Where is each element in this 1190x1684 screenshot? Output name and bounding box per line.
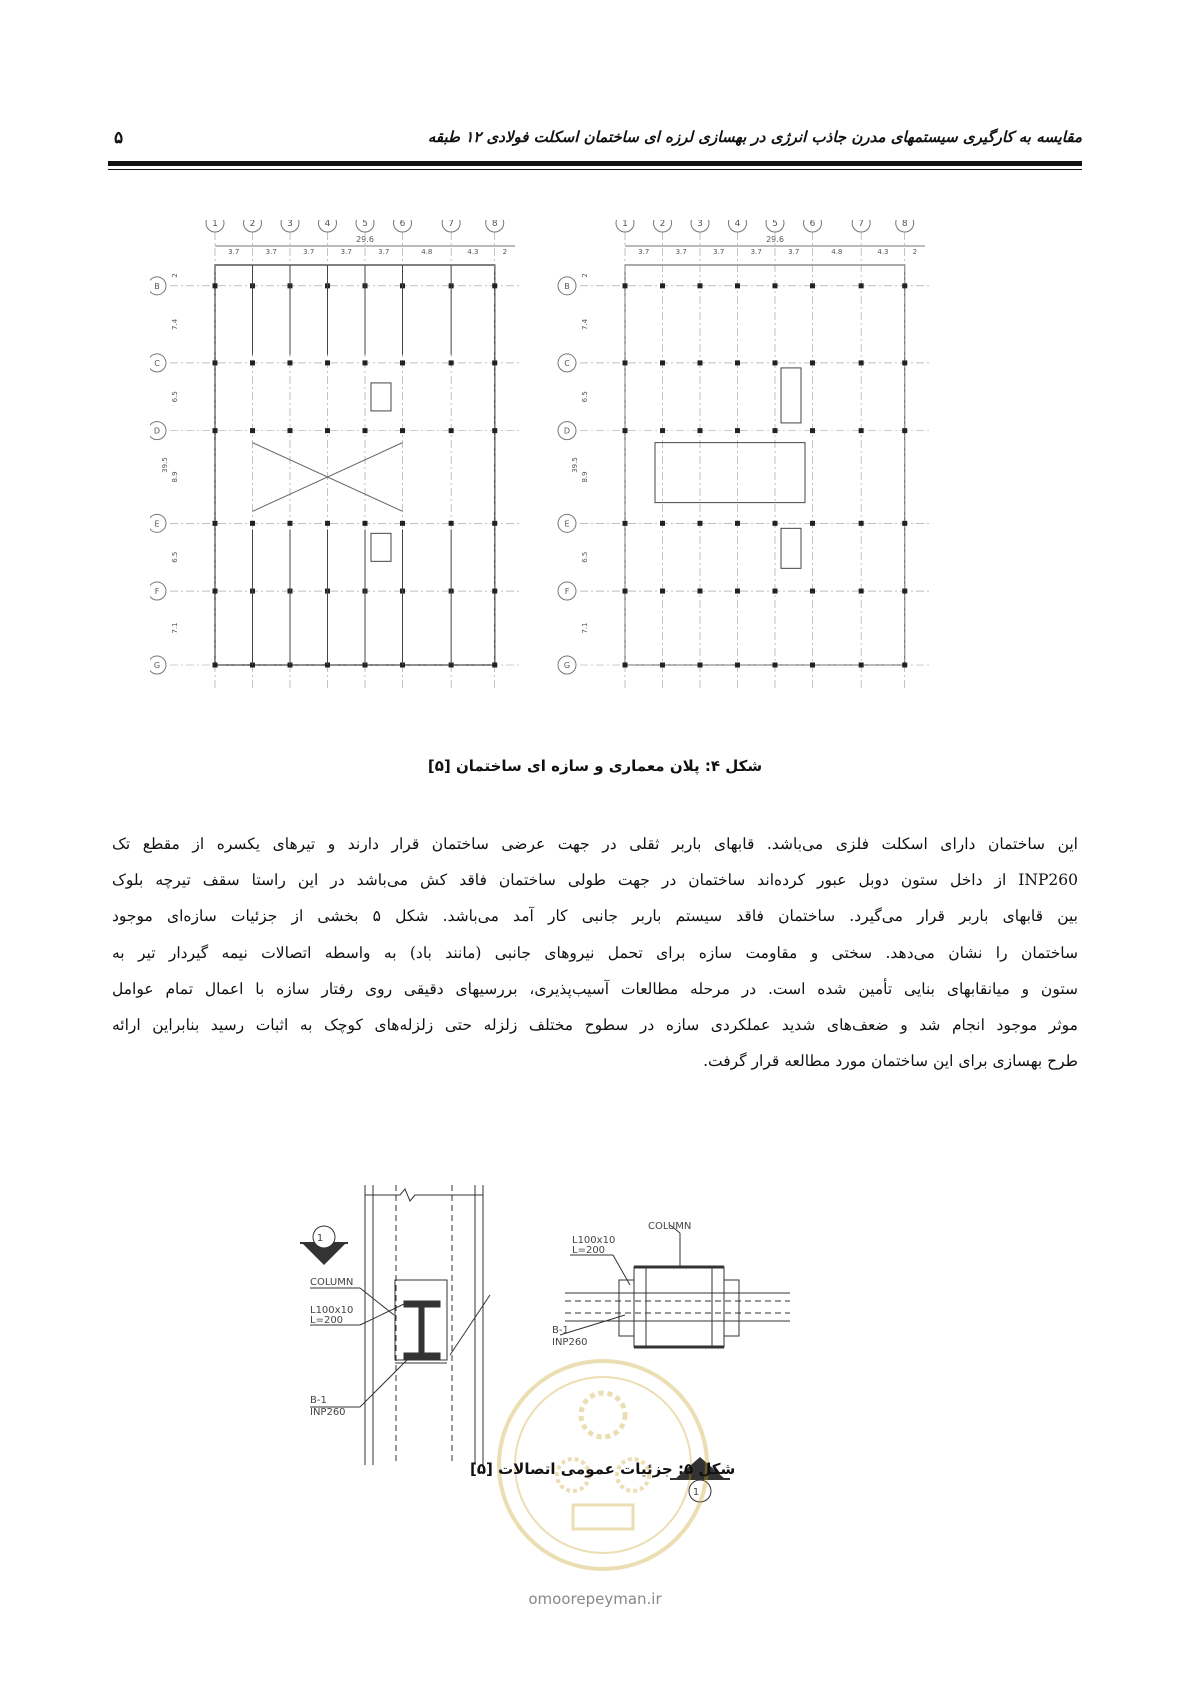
column-marker [735, 360, 740, 365]
column-marker [492, 428, 497, 433]
column-marker [698, 589, 703, 594]
column-marker [902, 283, 907, 288]
column-marker [902, 589, 907, 594]
body-line: ساختمان را نشان می‌دهد. سختی و مقاومت سازه برای تحمل نیروهای جانبی (مانند باد) به واسطه اتصالات نیمه گیردار تیر به [112, 943, 1078, 962]
figure-4-caption: شکل ۴: پلان معماری و سازه ای ساختمان [۵] [427, 757, 763, 775]
total-length-label: 39.5 [161, 457, 169, 473]
stair [371, 533, 391, 561]
column-marker [213, 428, 218, 433]
row-spacing-label: 6.5 [581, 391, 589, 403]
body-line: ستون و میانقابهای بنایی تأمین شده است. در مرحله مطالعات آسیب‌پذیری، بررسیهای دقیقی روی رفتار سازه با اعمال تمام عوامل [112, 979, 1078, 998]
body-line: موثر موجود انجام شد و ضعف‌های شدید عملکردی سازه در سطوح مختلف زلزله حتی زلزله‌های کوچک به اثبات رسید بنابراین ارائه [112, 1015, 1078, 1034]
row-spacing-label: 8.9 [171, 471, 179, 483]
column-marker [735, 589, 740, 594]
column-marker [363, 428, 368, 433]
grid-label-column: 7 [858, 220, 865, 229]
row-spacing-label: 8.9 [581, 471, 589, 483]
column-marker [810, 521, 815, 526]
watermark-url: omoorepeyman.ir [528, 1590, 662, 1608]
row-spacing-label: 6.5 [171, 551, 179, 563]
row-spacing-label: 7.4 [581, 318, 589, 330]
column-marker [810, 589, 815, 594]
column-marker [363, 360, 368, 365]
braced-bay [781, 528, 801, 568]
column-marker [735, 521, 740, 526]
grid-label-column: 3 [287, 220, 293, 229]
column-marker [623, 360, 628, 365]
column-marker [213, 589, 218, 594]
column-marker [623, 663, 628, 668]
column-spacing-label: 2 [912, 248, 918, 256]
body-paragraph [112, 826, 1078, 1079]
column-marker [859, 521, 864, 526]
column-spacing-label: 3.7 [378, 248, 390, 256]
column-marker [492, 589, 497, 594]
column-marker [623, 521, 628, 526]
grid-label-column: 6 [399, 220, 406, 229]
column-marker [449, 360, 454, 365]
total-width-label: 29.6 [356, 235, 374, 244]
column-marker [810, 360, 815, 365]
column-marker [288, 521, 293, 526]
column-marker [213, 283, 218, 288]
column-marker [660, 589, 665, 594]
grid-label-column: 1 [212, 220, 218, 229]
figure-4-plans [150, 220, 1030, 740]
grid-label-row: B [564, 281, 570, 291]
column-marker [735, 283, 740, 288]
column-marker [773, 589, 778, 594]
plan-outline [215, 265, 495, 665]
grid-label-column: 8 [901, 220, 908, 229]
grid-label-row: B [154, 281, 160, 291]
column-marker [400, 360, 405, 365]
grid-label-column: 2 [659, 220, 666, 229]
page-header [108, 128, 1082, 164]
column-spacing-label: 3.7 [340, 248, 352, 256]
column-marker [902, 360, 907, 365]
column-marker [449, 521, 454, 526]
column-marker [859, 360, 864, 365]
row-spacing-label: 2 [171, 273, 179, 278]
column-spacing-label: 4.8 [831, 248, 843, 256]
column-marker [698, 521, 703, 526]
column-marker [810, 283, 815, 288]
beam-label: B-1 [310, 1395, 327, 1406]
grid-label-column: 5 [362, 220, 368, 229]
column-spacing-label: 2 [502, 248, 508, 256]
grid-label-row: D [153, 426, 161, 436]
column-marker [325, 428, 330, 433]
column-marker [213, 521, 218, 526]
grid-label-row: E [564, 519, 570, 529]
grid-label-column: 2 [249, 220, 256, 229]
column-marker [810, 428, 815, 433]
beam-section-label: INP260 [310, 1407, 346, 1418]
grid-label-column: 8 [491, 220, 498, 229]
column-marker [773, 428, 778, 433]
grid-label-row: C [154, 358, 160, 368]
column-marker [735, 663, 740, 668]
column-spacing-label: 3.7 [675, 248, 687, 256]
figure-5-caption: شکل ۵: جزئیات عمومی اتصالات [۵] [470, 1460, 736, 1478]
column-marker [623, 428, 628, 433]
row-spacing-label: 7.1 [171, 622, 179, 634]
column-marker [250, 428, 255, 433]
column-spacing-label: 3.7 [788, 248, 800, 256]
section-mark-label: 1 [316, 1233, 324, 1244]
column-marker [660, 663, 665, 668]
grid-label-column: 6 [809, 220, 816, 229]
column-marker [623, 589, 628, 594]
row-spacing-label: 6.5 [581, 551, 589, 563]
column-marker [698, 663, 703, 668]
column-marker [288, 360, 293, 365]
plan-outline [625, 265, 905, 665]
stair [371, 383, 391, 411]
beam-label-right: B-1 [552, 1325, 569, 1336]
braced-bay [781, 368, 801, 423]
column-marker [773, 521, 778, 526]
slab-opening [655, 443, 805, 503]
column-marker [698, 428, 703, 433]
grid-label-row: C [564, 358, 570, 368]
column-marker [400, 428, 405, 433]
column-marker [773, 360, 778, 365]
column-marker [773, 283, 778, 288]
column-spacing-label: 3.7 [265, 248, 277, 256]
column-marker [810, 663, 815, 668]
column-spacing-label: 3.7 [638, 248, 650, 256]
column-marker [859, 428, 864, 433]
column-marker [325, 521, 330, 526]
column-spacing-label: 3.7 [750, 248, 762, 256]
column-spacing-label: 3.7 [228, 248, 240, 256]
page-number: ۵ [114, 128, 124, 148]
column-marker [250, 360, 255, 365]
column-spacing-label: 4.3 [877, 248, 889, 256]
running-title: مقایسه به کارگیری سیستمهای مدرن جاذب انرژی در بهسازی لرزه ای ساختمان اسکلت فولادی ۱۲ طبقه [427, 128, 1082, 146]
column-marker [492, 663, 497, 668]
angle-label: L100x10 [310, 1305, 354, 1316]
column-spacing-label: 4.3 [467, 248, 479, 256]
angle-length-label-right: L=200 [572, 1245, 606, 1256]
column-marker [250, 521, 255, 526]
header-rule-thin [108, 169, 1082, 170]
row-spacing-label: 2 [581, 273, 589, 278]
grid-label-row: F [564, 587, 570, 597]
grid-label-row: E [154, 519, 160, 529]
grid-label-row: G [153, 661, 161, 670]
body-line: این ساختمان دارای اسکلت فلزی می‌باشد. قابهای باربر ثقلی در جهت عرضی ساختمان قرار دارند و تیرهای یکسره از مقطع تک [112, 835, 1078, 853]
column-marker [859, 589, 864, 594]
column-spacing-label: 3.7 [713, 248, 725, 256]
section-mark-label-right: 1 [692, 1487, 700, 1498]
plans-drawing [150, 220, 1030, 740]
header-rule-thick [108, 161, 1082, 166]
grid-label-column: 7 [448, 220, 455, 229]
body-line: طرح بهسازی برای این ساختمان مورد مطالعه قرار گرفت. [703, 1052, 1078, 1071]
column-marker [859, 283, 864, 288]
column-marker [492, 360, 497, 365]
row-spacing-label: 7.1 [581, 622, 589, 634]
column-marker [623, 283, 628, 288]
grid-label-column: 3 [697, 220, 703, 229]
grid-label-column: 4 [324, 220, 331, 229]
row-spacing-label: 6.5 [171, 391, 179, 403]
column-marker [213, 663, 218, 668]
grid-label-row: F [154, 587, 160, 597]
column-marker [660, 428, 665, 433]
column-marker [449, 428, 454, 433]
column-marker [902, 428, 907, 433]
grid-label-column: 4 [734, 220, 741, 229]
column-marker [660, 360, 665, 365]
column-marker [902, 521, 907, 526]
body-line: INP260 از داخل ستون دوبل عبور کرده‌اند ساختمان در جهت طولی ساختمان فاقد کش می‌باشد در این راستا سقف تیرچه بلوک [112, 871, 1078, 890]
angle-length-label: L=200 [310, 1315, 344, 1326]
column-label: COLUMN [310, 1277, 354, 1288]
column-marker [698, 360, 703, 365]
total-length-label: 39.5 [571, 457, 579, 473]
column-marker [400, 521, 405, 526]
grid-label-column: 5 [772, 220, 778, 229]
column-marker [288, 428, 293, 433]
column-spacing-label: 4.8 [421, 248, 433, 256]
column-marker [325, 360, 330, 365]
column-marker [660, 521, 665, 526]
column-label-right: COLUMN [648, 1221, 692, 1232]
column-marker [902, 663, 907, 668]
beam-section-label-right: INP260 [552, 1337, 588, 1348]
column-marker [859, 663, 864, 668]
column-spacing-label: 3.7 [303, 248, 315, 256]
grid-label-row: D [563, 426, 571, 436]
row-spacing-label: 7.4 [171, 318, 179, 330]
column-marker [363, 521, 368, 526]
column-marker [773, 663, 778, 668]
grid-label-row: G [563, 661, 571, 670]
column-marker [735, 428, 740, 433]
column-marker [492, 521, 497, 526]
angle-label-right: L100x10 [572, 1235, 616, 1246]
column-marker [660, 283, 665, 288]
column-marker [492, 283, 497, 288]
total-width-label: 29.6 [766, 235, 784, 244]
column-marker [213, 360, 218, 365]
grid-label-column: 1 [622, 220, 628, 229]
body-line: بین قابهای باربر قرار می‌گیرد. ساختمان فاقد سیستم باربر جانبی کار آمد می‌باشد. شکل ۵ بخشی از جزئیات سازه‌ای موجود [112, 907, 1078, 926]
column-marker [698, 283, 703, 288]
